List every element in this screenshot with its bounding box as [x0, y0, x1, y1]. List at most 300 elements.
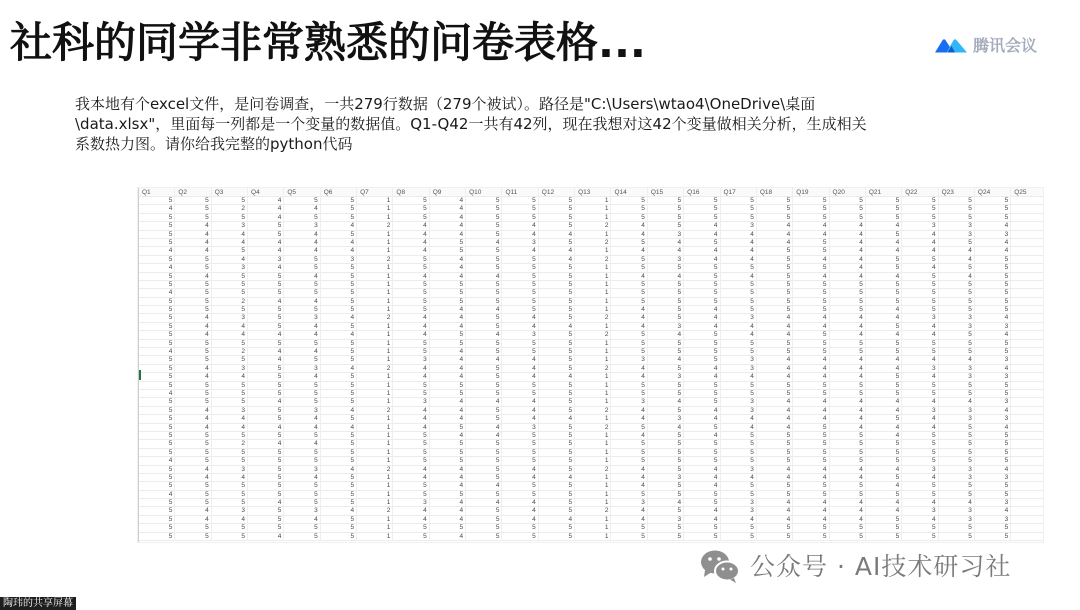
sheet-cell: 4 [502, 466, 538, 474]
sheet-cell: 5 [975, 348, 1011, 356]
sheet-cell: 1 [357, 264, 393, 272]
prompt-text [75, 94, 1065, 154]
sheet-cell: 4 [466, 239, 502, 247]
sheet-cell: 4 [284, 298, 320, 306]
sheet-row [139, 323, 1043, 331]
sheet-cell: 4 [684, 466, 720, 474]
sheet-header-cell: Q23 [939, 188, 975, 197]
sheet-cell: 4 [248, 440, 284, 448]
sheet-cell: 4 [830, 466, 866, 474]
sheet-cell: 5 [939, 482, 975, 490]
sheet-cell: 5 [539, 197, 575, 205]
sheet-cell: 1 [357, 524, 393, 532]
sheet-cell: 5 [721, 457, 757, 465]
sheet-cell: 4 [793, 356, 829, 364]
sheet-cell: 5 [611, 197, 647, 205]
sheet-cell: 5 [866, 289, 902, 297]
sheet-cell: 4 [757, 314, 793, 322]
sheet-cell: 4 [212, 415, 248, 423]
sheet-cell: 2 [575, 507, 611, 515]
sheet-cell: 5 [466, 323, 502, 331]
sheet-cell: 4 [902, 331, 938, 339]
sheet-cell: 5 [175, 264, 211, 272]
sheet-cell: 5 [866, 214, 902, 222]
sheet-cell: 5 [175, 491, 211, 499]
sheet-cell: 5 [393, 524, 429, 532]
sheet-cell: 3 [939, 373, 975, 381]
sheet-cell: 5 [466, 222, 502, 230]
sheet-cell: 5 [321, 348, 357, 356]
sheet-cell: 4 [902, 356, 938, 364]
sheet-cell: 5 [648, 407, 684, 415]
sheet-cell: 5 [393, 533, 429, 541]
sheet-cell: 4 [611, 231, 647, 239]
screen-share-label: 陶玮的共享屏幕 [0, 597, 76, 610]
sheet-cell: 4 [939, 273, 975, 281]
sheet-cell: 5 [793, 382, 829, 390]
sheet-cell: 4 [757, 499, 793, 507]
sheet-cell: 1 [357, 239, 393, 247]
sheet-cell: 5 [939, 298, 975, 306]
sheet-cell: 5 [248, 524, 284, 532]
sheet-cell: 5 [648, 390, 684, 398]
sheet-cell: 4 [502, 365, 538, 373]
sheet-header-cell: Q11 [502, 188, 538, 197]
sheet-cell: 4 [684, 306, 720, 314]
sheet-cell: 5 [793, 340, 829, 348]
sheet-cell [1011, 424, 1043, 432]
sheet-cell: 4 [793, 222, 829, 230]
sheet-cell: 3 [939, 474, 975, 482]
sheet-cell: 5 [139, 449, 175, 457]
sheet-cell: 5 [757, 306, 793, 314]
sheet-cell: 5 [866, 340, 902, 348]
sheet-cell: 5 [321, 432, 357, 440]
sheet-cell: 4 [902, 424, 938, 432]
sheet-cell: 1 [575, 516, 611, 524]
sheet-cell: 5 [757, 281, 793, 289]
sheet-cell: 4 [502, 231, 538, 239]
sheet-cell: 5 [793, 482, 829, 490]
sheet-cell: 4 [502, 398, 538, 406]
sheet-cell: 5 [830, 482, 866, 490]
sheet-cell: 5 [793, 348, 829, 356]
sheet-cell: 4 [430, 306, 466, 314]
spreadsheet-image [138, 188, 1043, 542]
sheet-cell: 5 [139, 373, 175, 381]
sheet-cell: 5 [866, 231, 902, 239]
sheet-cell: 1 [357, 499, 393, 507]
sheet-cell: 5 [430, 289, 466, 297]
sheet-cell: 5 [539, 306, 575, 314]
sheet-cell: 4 [248, 298, 284, 306]
sheet-cell: 4 [902, 239, 938, 247]
sheet-cell [1011, 499, 1043, 507]
sheet-cell: 4 [866, 407, 902, 415]
sheet-cell: 1 [357, 390, 393, 398]
sheet-cell: 4 [175, 407, 211, 415]
prompt-line: 系数热力图。请你给我完整的python代码 [75, 135, 353, 153]
sheet-cell: 5 [611, 340, 647, 348]
sheet-cell: 5 [611, 390, 647, 398]
sheet-cell: 4 [284, 373, 320, 381]
sheet-cell: 4 [393, 222, 429, 230]
sheet-cell: 5 [139, 197, 175, 205]
sheet-cell: 4 [502, 516, 538, 524]
sheet-cell: 3 [393, 398, 429, 406]
sheet-cell: 5 [321, 390, 357, 398]
sheet-cell: 4 [539, 323, 575, 331]
sheet-cell: 5 [757, 205, 793, 213]
sheet-cell: 5 [684, 214, 720, 222]
sheet-cell: 4 [139, 264, 175, 272]
sheet-cell: 5 [212, 457, 248, 465]
sheet-cell: 3 [975, 398, 1011, 406]
sheet-cell: 5 [466, 264, 502, 272]
sheet-cell: 5 [321, 524, 357, 532]
sheet-cell: 4 [430, 205, 466, 213]
sheet-cell: 5 [866, 323, 902, 331]
sheet-cell: 5 [248, 382, 284, 390]
sheet-cell: 4 [902, 231, 938, 239]
sheet-cell: 5 [939, 340, 975, 348]
sheet-cell: 4 [830, 407, 866, 415]
sheet-cell: 4 [502, 222, 538, 230]
sheet-cell: 3 [975, 231, 1011, 239]
sheet-cell: 4 [466, 331, 502, 339]
sheet-cell: 4 [866, 239, 902, 247]
sheet-cell: 5 [902, 482, 938, 490]
sheet-cell [1011, 482, 1043, 490]
sheet-header-cell: Q18 [757, 188, 793, 197]
sheet-cell: 5 [502, 491, 538, 499]
sheet-row [139, 298, 1043, 306]
sheet-cell: 5 [902, 197, 938, 205]
sheet-cell: 4 [975, 424, 1011, 432]
sheet-cell: 3 [393, 499, 429, 507]
sheet-cell: 5 [830, 348, 866, 356]
sheet-cell: 5 [902, 281, 938, 289]
sheet-cell: 4 [975, 507, 1011, 515]
sheet-cell: 4 [430, 222, 466, 230]
sheet-row [139, 407, 1043, 415]
sheet-cell: 1 [357, 340, 393, 348]
sheet-cell: 5 [175, 289, 211, 297]
sheet-cell: 4 [139, 390, 175, 398]
sheet-cell [1011, 264, 1043, 272]
sheet-cell: 4 [684, 373, 720, 381]
sheet-cell: 4 [466, 306, 502, 314]
sheet-cell: 4 [248, 197, 284, 205]
sheet-cell: 1 [575, 533, 611, 541]
sheet-cell: 4 [175, 365, 211, 373]
sheet-cell: 5 [212, 356, 248, 364]
sheet-cell: 5 [902, 524, 938, 532]
sheet-cell: 5 [539, 407, 575, 415]
sheet-row [139, 390, 1043, 398]
sheet-cell: 4 [430, 474, 466, 482]
sheet-cell: 2 [575, 424, 611, 432]
sheet-cell: 3 [648, 474, 684, 482]
sheet-cell: 5 [175, 499, 211, 507]
sheet-cell: 5 [248, 289, 284, 297]
sheet-cell: 2 [357, 256, 393, 264]
sheet-cell: 5 [684, 264, 720, 272]
sheet-header-cell: Q25 [1011, 188, 1043, 197]
sheet-cell: 2 [212, 440, 248, 448]
sheet-row [139, 365, 1043, 373]
sheet-cell: 5 [757, 491, 793, 499]
sheet-cell: 1 [575, 205, 611, 213]
sheet-cell: 4 [466, 482, 502, 490]
sheet-cell: 5 [284, 499, 320, 507]
sheet-cell: 4 [684, 247, 720, 255]
sheet-cell: 5 [175, 457, 211, 465]
sheet-cell: 5 [866, 440, 902, 448]
sheet-cell: 4 [539, 474, 575, 482]
sheet-cell: 5 [393, 340, 429, 348]
sheet-row [139, 507, 1043, 515]
sheet-cell: 4 [830, 264, 866, 272]
sheet-cell: 5 [430, 239, 466, 247]
sheet-cell: 4 [430, 415, 466, 423]
sheet-cell: 4 [284, 239, 320, 247]
sheet-cell: 5 [430, 440, 466, 448]
sheet-cell: 4 [248, 499, 284, 507]
sheet-row [139, 524, 1043, 532]
sheet-cell: 5 [430, 524, 466, 532]
sheet-cell: 4 [648, 398, 684, 406]
sheet-cell: 5 [284, 264, 320, 272]
sheet-cell: 5 [466, 373, 502, 381]
sheet-cell: 1 [357, 491, 393, 499]
sheet-cell: 4 [430, 256, 466, 264]
sheet-cell [1011, 398, 1043, 406]
sheet-cell: 5 [393, 482, 429, 490]
sheet-cell: 3 [939, 314, 975, 322]
sheet-cell: 1 [575, 348, 611, 356]
sheet-cell: 5 [793, 449, 829, 457]
sheet-cell: 3 [648, 415, 684, 423]
sheet-cell: 5 [212, 306, 248, 314]
sheet-cell: 4 [393, 273, 429, 281]
sheet-cell: 5 [502, 273, 538, 281]
sheet-cell: 5 [139, 382, 175, 390]
sheet-cell: 5 [757, 449, 793, 457]
sheet-cell: 5 [430, 457, 466, 465]
sheet-cell: 5 [975, 264, 1011, 272]
sheet-cell: 3 [975, 356, 1011, 364]
sheet-cell: 4 [539, 256, 575, 264]
sheet-cell: 5 [902, 491, 938, 499]
sheet-cell: 4 [757, 424, 793, 432]
sheet-cell: 5 [212, 390, 248, 398]
sheet-cell: 4 [321, 507, 357, 515]
sheet-cell: 5 [939, 264, 975, 272]
sheet-cell: 4 [284, 424, 320, 432]
sheet-cell: 5 [539, 331, 575, 339]
sheet-cell: 1 [575, 356, 611, 364]
sheet-cell: 5 [321, 273, 357, 281]
sheet-cell: 5 [721, 491, 757, 499]
sheet-cell: 4 [430, 273, 466, 281]
sheet-row [139, 466, 1043, 474]
sheet-cell: 4 [866, 365, 902, 373]
sheet-cell: 4 [611, 373, 647, 381]
sheet-cell: 5 [539, 340, 575, 348]
sheet-cell: 4 [684, 482, 720, 490]
sheet-cell: 5 [502, 306, 538, 314]
sheet-row [139, 222, 1043, 230]
sheet-cell: 4 [830, 507, 866, 515]
sheet-cell: 5 [321, 457, 357, 465]
sheet-cell: 5 [539, 440, 575, 448]
sheet-cell: 4 [175, 516, 211, 524]
sheet-cell: 5 [975, 482, 1011, 490]
sheet-cell: 5 [139, 415, 175, 423]
sheet-cell: 5 [212, 482, 248, 490]
sheet-cell: 5 [902, 214, 938, 222]
sheet-cell: 4 [321, 314, 357, 322]
sheet-cell: 5 [648, 222, 684, 230]
sheet-cell: 5 [139, 365, 175, 373]
sheet-cell: 4 [539, 231, 575, 239]
sheet-cell: 5 [648, 482, 684, 490]
sheet-cell: 3 [321, 256, 357, 264]
sheet-cell: 1 [575, 474, 611, 482]
sheet-cell: 5 [611, 264, 647, 272]
sheet-cell: 5 [248, 507, 284, 515]
sheet-cell: 5 [902, 205, 938, 213]
sheet-cell: 5 [393, 281, 429, 289]
sheet-cell: 4 [212, 424, 248, 432]
sheet-cell: 5 [793, 306, 829, 314]
sheet-cell: 5 [793, 281, 829, 289]
sheet-cell: 5 [212, 289, 248, 297]
sheet-cell: 5 [939, 205, 975, 213]
sheet-cell: 5 [793, 491, 829, 499]
sheet-cell: 4 [248, 247, 284, 255]
sheet-cell: 5 [611, 382, 647, 390]
sheet-cell: 5 [611, 457, 647, 465]
sheet-cell: 4 [793, 474, 829, 482]
sheet-cell: 5 [684, 382, 720, 390]
sheet-cell: 4 [721, 331, 757, 339]
sheet-cell: 5 [684, 533, 720, 541]
sheet-cell: 5 [866, 533, 902, 541]
sheet-cell: 3 [902, 314, 938, 322]
sheet-cell: 4 [175, 231, 211, 239]
sheet-cell: 4 [830, 331, 866, 339]
sheet-cell: 4 [793, 323, 829, 331]
sheet-cell: 5 [284, 449, 320, 457]
sheet-cell: 5 [539, 482, 575, 490]
sheet-cell: 2 [357, 466, 393, 474]
sheet-header-row [139, 188, 1043, 197]
sheet-cell: 5 [684, 340, 720, 348]
sheet-row [139, 449, 1043, 457]
sheet-cell: 5 [139, 507, 175, 515]
sheet-cell: 5 [684, 457, 720, 465]
sheet-cell: 5 [902, 382, 938, 390]
sheet-cell: 1 [575, 340, 611, 348]
sheet-cell: 3 [212, 466, 248, 474]
prompt-line: 我本地有个excel文件，是问卷调查，一共279行数据（279个被试）。路径是"C:\Users\wtao4\OneDrive\桌面 [75, 95, 816, 113]
sheet-header-cell: Q2 [175, 188, 211, 197]
sheet-cell [1011, 314, 1043, 322]
sheet-cell: 5 [648, 348, 684, 356]
sheet-cell: 5 [830, 449, 866, 457]
sheet-cell: 5 [830, 491, 866, 499]
sheet-row [139, 482, 1043, 490]
sheet-cell: 5 [648, 524, 684, 532]
sheet-cell: 5 [793, 214, 829, 222]
sheet-cell: 5 [393, 491, 429, 499]
sheet-cell: 4 [248, 356, 284, 364]
sheet-cell [1011, 356, 1043, 364]
sheet-cell: 1 [575, 457, 611, 465]
sheet-cell: 5 [648, 449, 684, 457]
sheet-cell: 5 [866, 373, 902, 381]
sheet-cell: 4 [648, 247, 684, 255]
sheet-cell [1011, 222, 1043, 230]
sheet-cell [1011, 256, 1043, 264]
sheet-cell: 5 [539, 314, 575, 322]
sheet-cell: 4 [321, 222, 357, 230]
sheet-cell: 5 [248, 491, 284, 499]
sheet-row [139, 533, 1043, 541]
sheet-cell [1011, 214, 1043, 222]
sheet-row [139, 205, 1043, 213]
sheet-cell: 4 [866, 247, 902, 255]
sheet-cell: 4 [212, 231, 248, 239]
sheet-cell: 5 [830, 289, 866, 297]
prompt-line: \data.xlsx"，里面每一列都是一个变量的数据值。Q1-Q42一共有42列，现在我想对这42个变量做相关分析，生成相关 [75, 115, 867, 133]
sheet-cell: 5 [902, 340, 938, 348]
sheet-header-cell: Q10 [466, 188, 502, 197]
sheet-cell [1011, 457, 1043, 465]
sheet-cell: 5 [975, 533, 1011, 541]
sheet-row [139, 356, 1043, 364]
sheet-cell: 4 [430, 365, 466, 373]
sheet-cell: 5 [284, 524, 320, 532]
sheet-cell: 5 [648, 507, 684, 515]
sheet-cell: 1 [357, 323, 393, 331]
sheet-cell: 1 [357, 424, 393, 432]
sheet-cell: 5 [502, 348, 538, 356]
sheet-cell: 5 [321, 214, 357, 222]
sheet-cell: 4 [175, 323, 211, 331]
sheet-cell: 4 [866, 331, 902, 339]
sheet-cell: 5 [212, 449, 248, 457]
sheet-cell: 5 [866, 516, 902, 524]
sheet-cell: 4 [393, 373, 429, 381]
sheet-cell: 5 [975, 432, 1011, 440]
sheet-cell: 5 [393, 256, 429, 264]
sheet-cell: 4 [175, 222, 211, 230]
sheet-cell: 5 [321, 205, 357, 213]
sheet-cell: 4 [902, 516, 938, 524]
sheet-cell: 4 [393, 474, 429, 482]
sheet-cell [1011, 365, 1043, 373]
sheet-cell: 5 [248, 432, 284, 440]
sheet-cell: 5 [975, 449, 1011, 457]
sheet-cell: 4 [321, 331, 357, 339]
sheet-cell: 4 [975, 314, 1011, 322]
sheet-cell: 5 [212, 340, 248, 348]
sheet-cell: 4 [611, 306, 647, 314]
sheet-cell: 4 [830, 222, 866, 230]
